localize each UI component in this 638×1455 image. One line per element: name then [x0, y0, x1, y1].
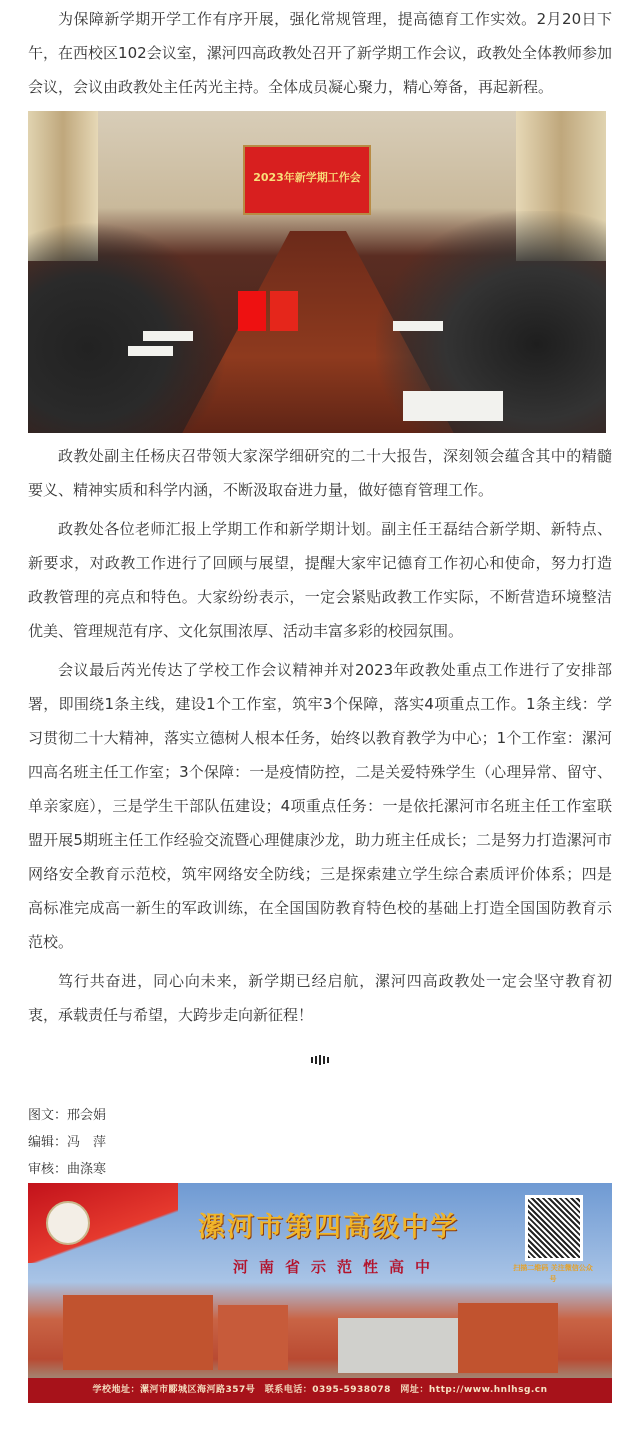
- paragraph: 会议最后芮光传达了学校工作会议精神并对2023年政教处重点工作进行了安排部署，即围绕1条主线，建设1个工作室，筑牢3个保障，落实4项重点工作。1条主线：学习贯彻二十大精神，落实立德树人根本任务，始终以教育教学为中心；1个工作室：漯河四高名班主任工作室；3个保障：一是疫情防控，二是关爱特殊学生（心理异常、留守、单亲家庭），三是学生干部队伍建设；4项重点任务：一是依托漯河市名班主任工作室联盟开展5期班主任工作经验交流暨心理健康沙龙，助力班主任成长；二是努力打造漯河市网络安全教育示范校，筑牢网络安全防线；三是探索建立学生综合素质评价体系；四是高标准完成高一新生的军政训练，在全国国防教育特色校的基础上打造全国国防教育示范校。: [28, 661, 612, 951]
- paper: [403, 391, 503, 421]
- end-mark-icon: [28, 1040, 612, 1080]
- paper: [143, 331, 193, 341]
- qr-code-icon: [525, 1195, 583, 1261]
- meeting-banner: [243, 145, 371, 215]
- attendees-left: [28, 221, 228, 433]
- paragraph: 笃行共奋进，同心向未来，新学期已经启航，漯河四高政教处一定会坚守教育初衷，承载责任与希望，大跨步走向新征程！: [28, 972, 612, 1024]
- school-subtitle: 河南省示范性高中: [233, 1258, 442, 1276]
- article-body: [28, 2, 612, 1403]
- building: [218, 1305, 288, 1370]
- building: [63, 1295, 213, 1370]
- school-contact-footer: 学校地址：漯河市郾城区海河路357号 联系电话：0395-5938078 网址：http://www.hnlhsg.cn: [28, 1378, 612, 1403]
- school-logo: [46, 1201, 90, 1245]
- school-name: 漯河市第四高级中学: [198, 1212, 459, 1243]
- credit-reviewer: 审核：曲涤寒: [28, 1162, 107, 1177]
- building: [338, 1318, 458, 1373]
- paragraph: 为保障新学期开学工作有序开展，强化常规管理，提高德育工作实效。2月20日下午，在西校区102会议室，漯河四高政教处召开了新学期工作会议，政教处全体教师参加会议，会议由政教处主任芮光主持。全体成员凝心聚力，精心筹备，再起新程。: [28, 10, 612, 96]
- paper: [393, 321, 443, 331]
- meeting-banner-title: 2023年新学期工作会: [253, 171, 361, 184]
- paragraph: 政教处副主任杨庆召带领大家深学细研究的二十大报告，深刻领会蕴含其中的精髓要义、精神实质和科学内涵，不断汲取奋进力量，做好德育管理工作。: [28, 447, 612, 499]
- credits: [28, 1102, 612, 1183]
- school-banner-image: [28, 1183, 612, 1403]
- meeting-photo: [28, 111, 606, 433]
- credit-author: 图文：邢会娟: [28, 1108, 107, 1123]
- national-flag: [270, 291, 298, 331]
- credit-editor: 编辑：冯 萍: [28, 1135, 107, 1150]
- qr-caption: 扫描二维码 关注微信公众号: [513, 1264, 593, 1283]
- paragraph: 政教处各位老师汇报上学期工作和新学期计划。副主任王磊结合新学期、新特点、新要求，对政教工作进行了回顾与展望，提醒大家牢记德育工作初心和使命，努力打造政教管理的亮点和特色。大家纷纷表示，一定会紧贴政教工作实际，不断营造环境整洁优美、管理规范有序、文化氛围浓厚、活动丰富多彩的校园氛围。: [28, 520, 612, 640]
- building: [458, 1303, 558, 1373]
- party-flag: [238, 291, 266, 331]
- paper: [128, 346, 173, 356]
